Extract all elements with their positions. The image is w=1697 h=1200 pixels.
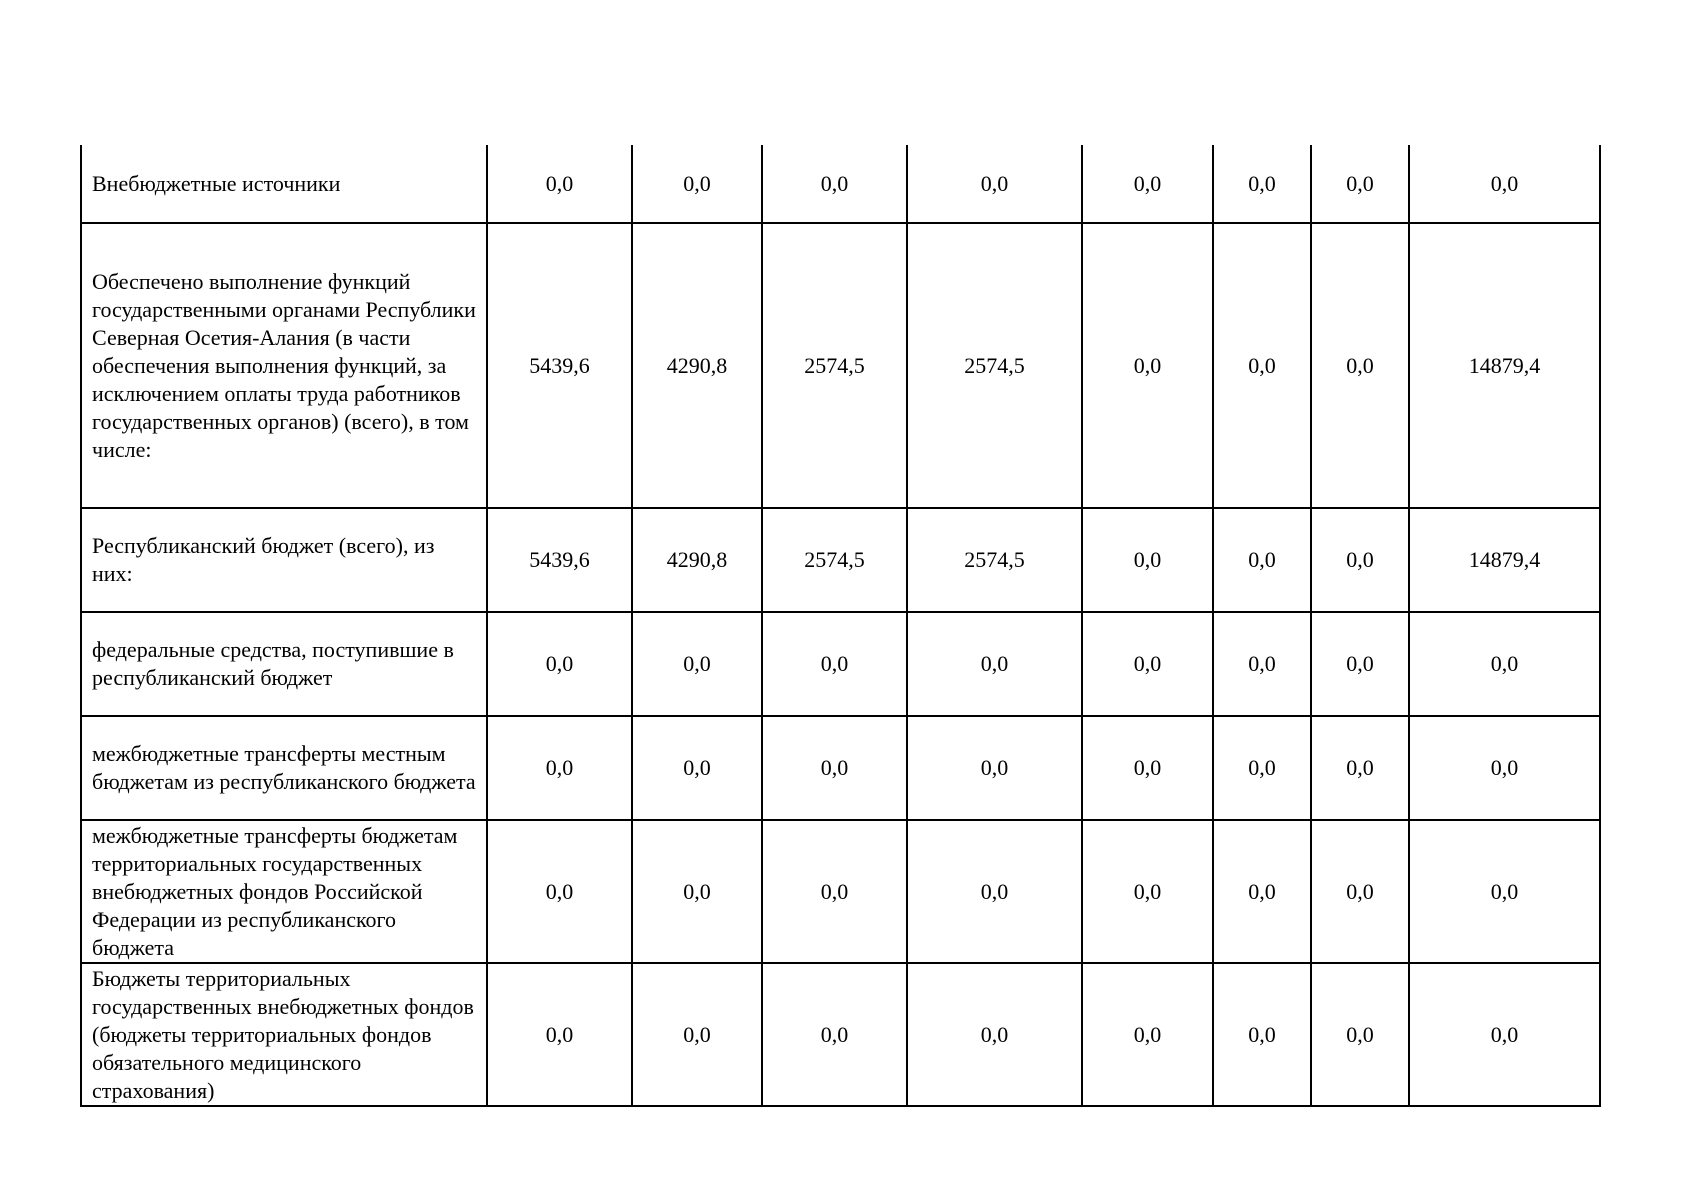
value-cell: 0,0 xyxy=(762,145,907,223)
value-cell: 0,0 xyxy=(1311,716,1409,820)
value-cell: 2574,5 xyxy=(907,508,1082,612)
value-cell: 0,0 xyxy=(1311,612,1409,716)
value-cell: 0,0 xyxy=(1409,963,1600,1106)
value-cell: 4290,8 xyxy=(632,223,762,508)
row-label-cell: межбюджетные трансферты местным бюджетам из республиканского бюджета xyxy=(81,716,487,820)
table-row xyxy=(81,508,1600,612)
value-cell: 0,0 xyxy=(1082,612,1213,716)
value-cell: 0,0 xyxy=(487,716,632,820)
value-cell: 0,0 xyxy=(907,820,1082,963)
table-row xyxy=(81,223,1600,508)
value-cell: 2574,5 xyxy=(762,508,907,612)
value-cell: 0,0 xyxy=(632,145,762,223)
value-cell: 0,0 xyxy=(1213,508,1311,612)
value-cell: 0,0 xyxy=(487,612,632,716)
value-cell: 5439,6 xyxy=(487,223,632,508)
value-cell: 0,0 xyxy=(632,716,762,820)
value-cell: 0,0 xyxy=(1311,223,1409,508)
value-cell: 0,0 xyxy=(1213,612,1311,716)
value-cell: 0,0 xyxy=(1082,223,1213,508)
value-cell: 0,0 xyxy=(632,612,762,716)
value-cell: 0,0 xyxy=(1082,508,1213,612)
value-cell: 0,0 xyxy=(487,820,632,963)
value-cell: 0,0 xyxy=(1409,716,1600,820)
budget-table xyxy=(80,145,1601,1107)
value-cell: 0,0 xyxy=(1213,716,1311,820)
value-cell: 0,0 xyxy=(762,612,907,716)
value-cell: 0,0 xyxy=(1082,963,1213,1106)
value-cell: 2574,5 xyxy=(907,223,1082,508)
value-cell: 0,0 xyxy=(1213,223,1311,508)
value-cell: 5439,6 xyxy=(487,508,632,612)
value-cell: 14879,4 xyxy=(1409,508,1600,612)
value-cell: 0,0 xyxy=(1082,820,1213,963)
table-row xyxy=(81,963,1600,1106)
value-cell: 0,0 xyxy=(487,145,632,223)
value-cell: 0,0 xyxy=(762,716,907,820)
value-cell: 0,0 xyxy=(1311,820,1409,963)
value-cell: 0,0 xyxy=(907,612,1082,716)
value-cell: 0,0 xyxy=(1082,145,1213,223)
table-row xyxy=(81,145,1600,223)
value-cell: 4290,8 xyxy=(632,508,762,612)
value-cell: 0,0 xyxy=(1409,820,1600,963)
value-cell: 0,0 xyxy=(762,963,907,1106)
value-cell: 0,0 xyxy=(1311,508,1409,612)
value-cell: 0,0 xyxy=(1311,145,1409,223)
table-row xyxy=(81,820,1600,963)
value-cell: 0,0 xyxy=(1213,820,1311,963)
row-label-cell: Республиканский бюджет (всего), из них: xyxy=(81,508,487,612)
value-cell: 14879,4 xyxy=(1409,223,1600,508)
row-label-cell: межбюджетные трансферты бюджетам территориальных государственных внебюджетных фондов Российской Федерации из республиканского бюджета xyxy=(81,820,487,963)
value-cell: 0,0 xyxy=(1311,963,1409,1106)
row-label-cell: Внебюджетные источники xyxy=(81,145,487,223)
row-label-cell: Обеспечено выполнение функций государственными органами Республики Северная Осетия-Алания (в части обеспечения выполнения функций, за исключением оплаты труда работников государственных органов) (всего), в том числе: xyxy=(81,223,487,508)
value-cell: 0,0 xyxy=(907,716,1082,820)
value-cell: 0,0 xyxy=(1409,145,1600,223)
value-cell: 0,0 xyxy=(632,963,762,1106)
value-cell: 0,0 xyxy=(632,820,762,963)
row-label-cell: федеральные средства, поступившие в республиканский бюджет xyxy=(81,612,487,716)
value-cell: 0,0 xyxy=(1213,963,1311,1106)
value-cell: 0,0 xyxy=(907,145,1082,223)
value-cell: 0,0 xyxy=(907,963,1082,1106)
value-cell: 0,0 xyxy=(1213,145,1311,223)
value-cell: 0,0 xyxy=(487,963,632,1106)
row-label-cell: Бюджеты территориальных государственных внебюджетных фондов (бюджеты территориальных фондов обязательного медицинского страхования) xyxy=(81,963,487,1106)
table-row xyxy=(81,716,1600,820)
value-cell: 2574,5 xyxy=(762,223,907,508)
value-cell: 0,0 xyxy=(1082,716,1213,820)
table-row xyxy=(81,612,1600,716)
value-cell: 0,0 xyxy=(762,820,907,963)
value-cell: 0,0 xyxy=(1409,612,1600,716)
